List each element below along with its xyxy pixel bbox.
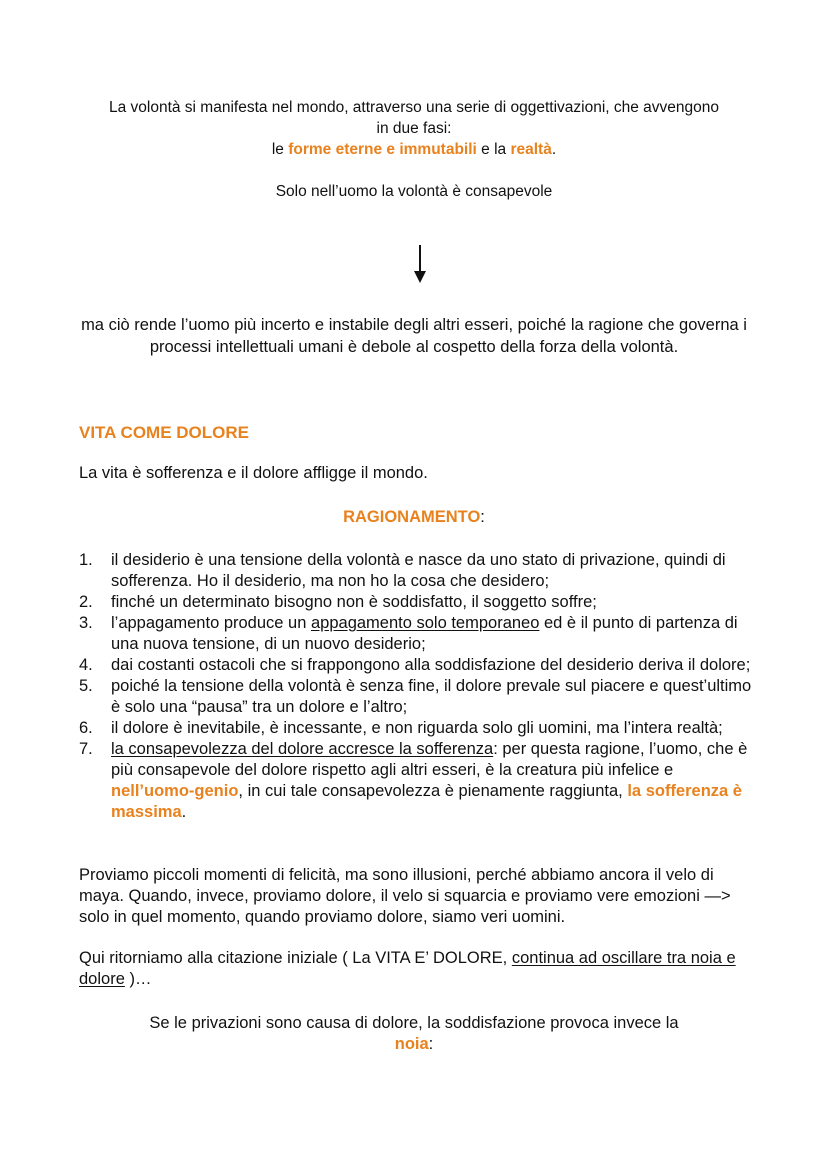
list-item-text: il dolore è inevitabile, è incessante, e non riguarda solo gli uomini, ma l’intera realtà; — [111, 719, 723, 737]
closing-paragraph — [90, 1013, 738, 1055]
list-item — [79, 718, 759, 739]
list-item-text: il desiderio è una tensione della volontà e nasce da uno stato di privazione, quindi di sofferenza. Ho il desiderio, ma non ho la cosa che desidero; — [111, 551, 726, 590]
section-title: VITA COME DOLORE — [79, 423, 249, 442]
intro-line-3-pre: le — [271, 141, 289, 158]
consequence-paragraph: ma ciò rende l’uomo più incerto e instabile degli altri esseri, poiché la ragione che governa i processi intellettuali umani è debole al cospetto della forza della volontà. — [81, 316, 747, 356]
list-item-number: 7. — [79, 740, 93, 758]
reasoning-label: RAGIONAMENTO — [343, 508, 481, 526]
after-list-paragraph: Proviamo piccoli momenti di felicità, ma sono illusioni, perché abbiamo ancora il velo di maya. Quando, invece, proviamo dolore, il velo si squarcia e proviamo vere emozioni —> solo in quel momento, quando proviamo dolore, siamo veri uomini. — [79, 866, 731, 926]
citation-post: )… — [124, 970, 152, 988]
citation-pre: Qui ritorniamo alla citazione iniziale ( La VITA E’ DOLORE, — [79, 949, 512, 967]
list-item-text: ed è il punto di partenza di una nuova tensione, di un nuovo desiderio; — [111, 614, 738, 653]
reasoning-subtitle — [0, 508, 828, 527]
intro-line-2: in due fasi: — [376, 120, 452, 137]
list-item-number: 2. — [79, 593, 93, 611]
intro-line-3-end: . — [551, 141, 557, 158]
intro-line-4: Solo nell’uomo la volontà è consapevole — [275, 183, 553, 200]
list-item — [79, 655, 759, 676]
list-item-number: 3. — [79, 614, 93, 632]
closing-text: Se le privazioni sono causa di dolore, la soddisfazione provoca invece la — [149, 1014, 679, 1032]
intro-line-3 — [60, 139, 768, 160]
intro-block — [60, 97, 768, 202]
list-item-number: 4. — [79, 656, 93, 674]
closing-suffix: : — [428, 1035, 434, 1053]
list-item-text: , in cui tale consapevolezza è pienamente raggiunta, — [238, 782, 628, 800]
list-item-number: 5. — [79, 677, 93, 695]
intro-line-1: La volontà si manifesta nel mondo, attraverso una serie di oggettivazioni, che avvengono — [108, 99, 720, 116]
highlight-genius: nell’uomo-genio — [111, 782, 239, 800]
highlight-reality: realtà — [510, 141, 552, 158]
down-arrow-icon — [409, 243, 431, 285]
list-item — [79, 613, 759, 655]
highlight-max-suffering: la sofferenza è massima — [111, 782, 742, 821]
reasoning-list — [79, 550, 759, 823]
list-item-text: : per questa ragione, l’uomo, che è più consapevole del dolore rispetto agli altri esseri, è la creatura più infelice e — [111, 740, 748, 779]
highlight-boredom: noia — [394, 1035, 429, 1053]
list-item-text: . — [181, 803, 187, 821]
list-item — [79, 592, 759, 613]
underlined-phrase: appagamento solo temporaneo — [310, 614, 540, 632]
list-item-text: l’appagamento produce un — [111, 614, 311, 632]
list-item-number: 6. — [79, 719, 93, 737]
intro-line-3-mid: e la — [476, 141, 511, 158]
highlight-eternal-forms: forme eterne e immutabili — [288, 141, 477, 158]
lead-sentence: La vita è sofferenza e il dolore affligge il mondo. — [79, 464, 428, 482]
list-item — [79, 676, 759, 718]
list-item-number: 1. — [79, 551, 93, 569]
list-item-text: dai costanti ostacoli che si frappongono alla soddisfazione del desiderio deriva il dolore; — [111, 656, 751, 674]
list-item-text: finché un determinato bisogno non è soddisfatto, il soggetto soffre; — [111, 593, 597, 611]
citation-paragraph — [79, 948, 759, 990]
reasoning-suffix: : — [480, 508, 485, 526]
list-item-text: poiché la tensione della volontà è senza fine, il dolore prevale sul piacere e quest’ultimo è solo una “pausa” tra un dolore e l’altro; — [111, 677, 752, 716]
underlined-phrase: la consapevolezza del dolore accresce la sofferenza — [111, 740, 494, 758]
list-item — [79, 550, 759, 592]
citation-underlined: continua ad oscillare tra noia e dolore — [79, 949, 736, 988]
list-item — [79, 739, 759, 823]
